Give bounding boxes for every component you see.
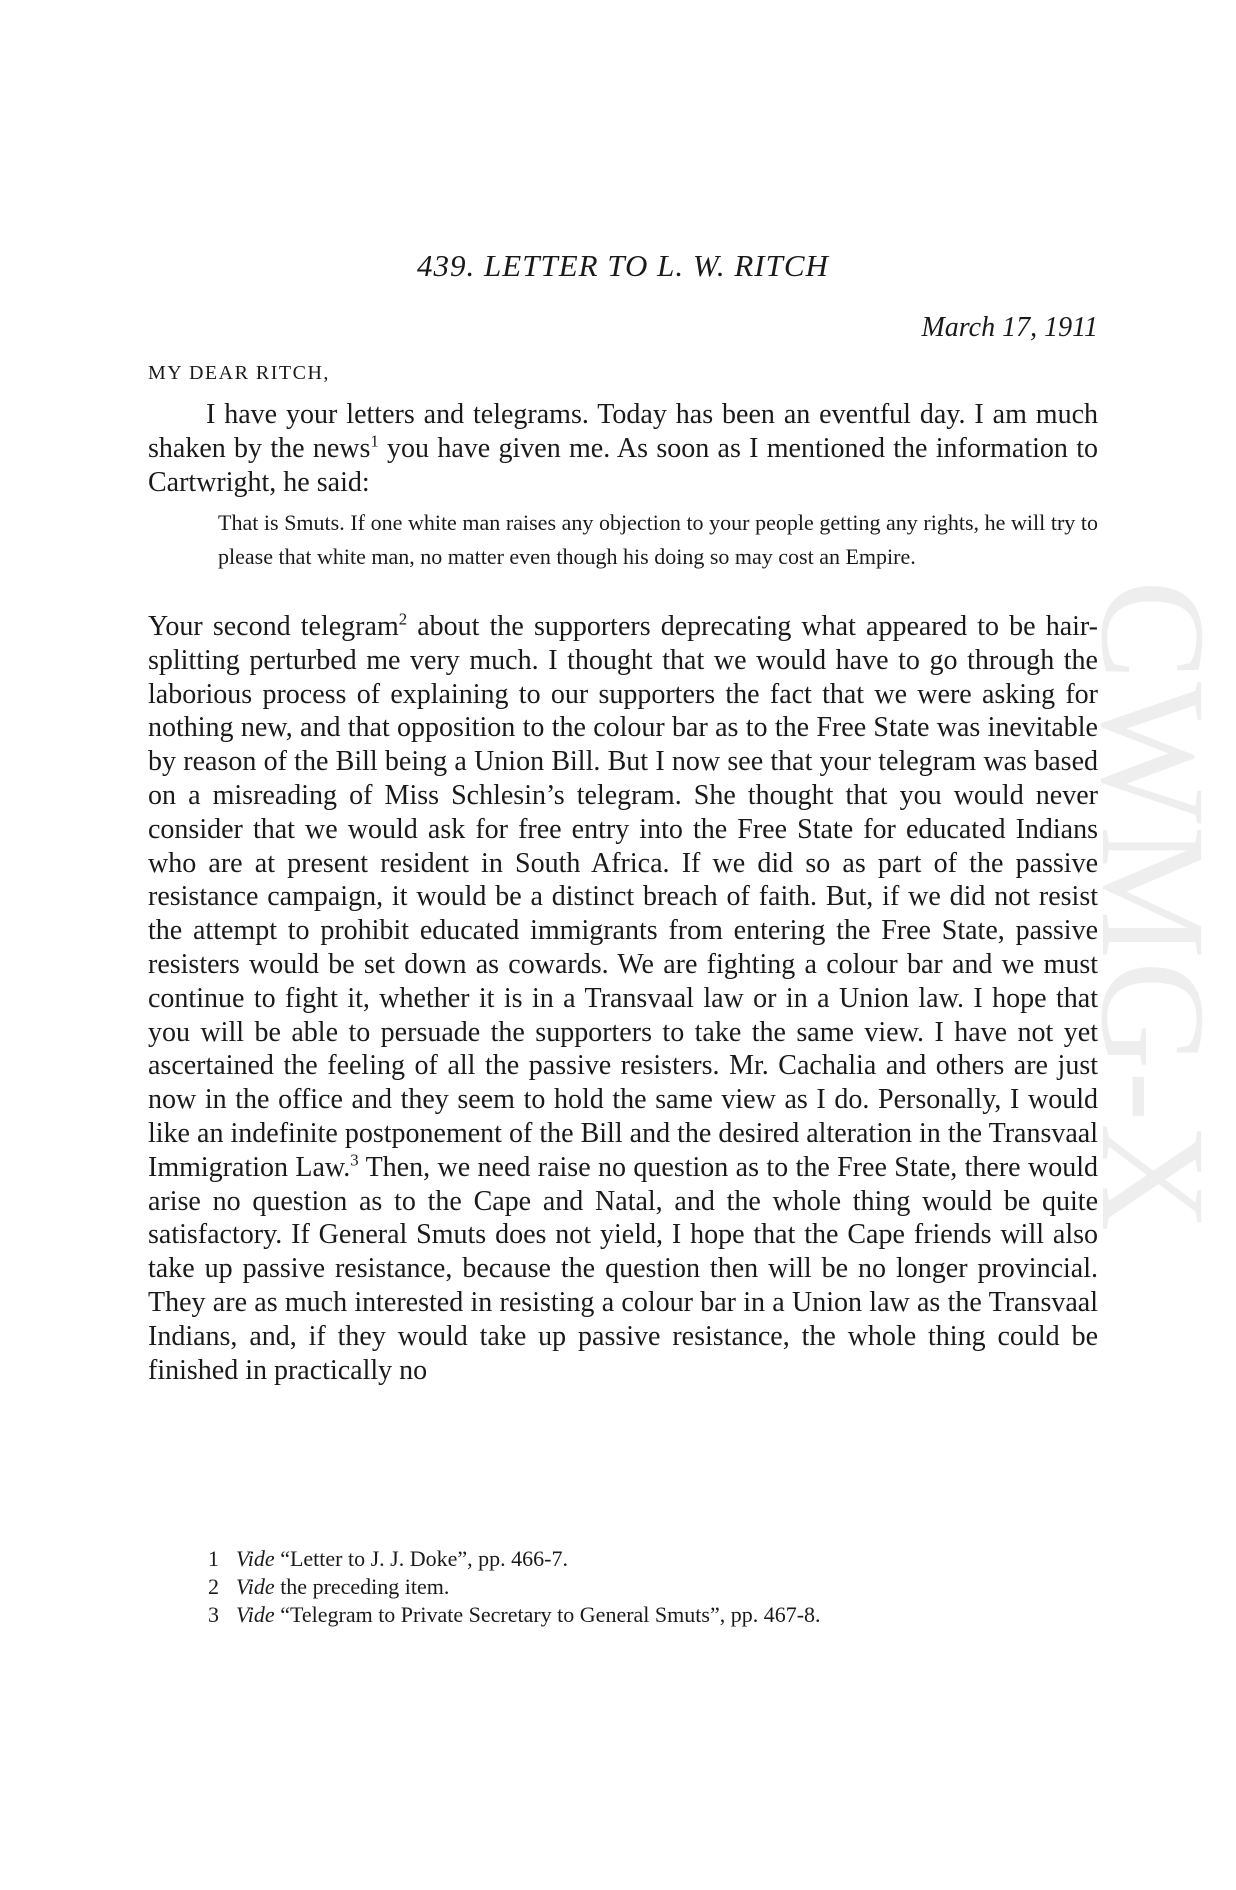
paragraph-2-text-a: Your second telegram <box>148 611 399 642</box>
paragraph-1-text-a: I have your letters and telegrams. Today has been an eventful day. I am much shaken by the news <box>148 399 1098 464</box>
footnote-ref-3: 3 <box>350 1150 359 1170</box>
block-quote: That is Smuts. If one white man raises any objection to your people getting any rights, he will try to please that white man, no matter even though his doing so may cost an Empire. <box>218 510 1098 569</box>
footnote-text: the preceding item. <box>274 1574 450 1599</box>
footnote-ref-2: 2 <box>398 609 408 629</box>
footnote <box>208 1545 1098 1573</box>
footnotes <box>208 1545 1098 1629</box>
letter-heading: 439. LETTER TO L. W. RITCH <box>417 248 829 283</box>
letter-date: March 17, 1911 <box>921 312 1098 343</box>
footnote <box>208 1573 1098 1601</box>
footnote-vide: Vide <box>236 1602 275 1627</box>
footnote-vide: Vide <box>236 1574 275 1599</box>
document-page <box>148 0 1098 1890</box>
paragraph-2-text-c: Then, we need raise no question as to the Free State, there would arise no question as to the Cape and Natal, and the whole thing would be quite satisfactory. If General Smuts does not yield, I hope that the Cape friends will also take up passive resistance, because the question then will be no longer provincial. They are as much interested in resisting a colour bar in a Union law as the Transvaal Indians, and, if they would take up passive resistance, the whole thing could be finished in practically no <box>148 1151 1098 1386</box>
paragraph-2 <box>148 610 1098 1387</box>
paragraph-2-text-b: about the supporters deprecating what appeared to be hair-splitting perturbed me very much. I thought that we would have to go through the laborious process of explaining to our supporters the fact that we were asking for nothing new, and that opposition to the colour bar as to the Free State was inevitable by reason of the Bill being a Union Bill. But I now see that your telegram was based on a misreading of Miss Schlesin’s telegram. She thought that you would never consider that we would ask for free entry into the Free State for educated Indians who are at present resident in South Africa. If we did so as part of the passive resistance campaign, it would be a distinct breach of faith. But, if we did not resist the attempt to prohibit educated immigrants from entering the Free State, passive resisters would be set down as cowards. We are fighting a colour bar and we must continue to fight it, whether it is in a Transvaal law or in a Union law. I hope that you will be able to persuade the supporters to take the same view. I have not yet ascertained the feeling of all the passive resisters. Mr. Cachalia and others are just now in the office and they seem to hold the same view as I do. Personally, I would like an indefinite postponement of the Bill and the desired alteration in the Transvaal Immigration Law. <box>148 611 1098 1183</box>
footnote-text: “Letter to J. J. Doke”, pp. 466-7. <box>274 1546 568 1571</box>
footnote-text: “Telegram to Private Secretary to General Smuts”, pp. 467-8. <box>274 1602 821 1627</box>
footnote-mark: 2 <box>208 1574 219 1599</box>
footnote-vide: Vide <box>236 1546 275 1571</box>
footnote-mark: 3 <box>208 1602 219 1627</box>
footnote-ref-1: 1 <box>370 431 379 451</box>
salutation: MY DEAR RITCH, <box>148 362 330 384</box>
paragraph-1-text-b: you have given me. As soon as I mentioned the information to Cartwright, he said: <box>148 432 1098 498</box>
watermark: CWMG-X <box>1070 580 1236 1234</box>
paragraph-1 <box>148 398 1098 499</box>
footnote-mark: 1 <box>208 1546 219 1571</box>
footnote <box>208 1601 1098 1629</box>
